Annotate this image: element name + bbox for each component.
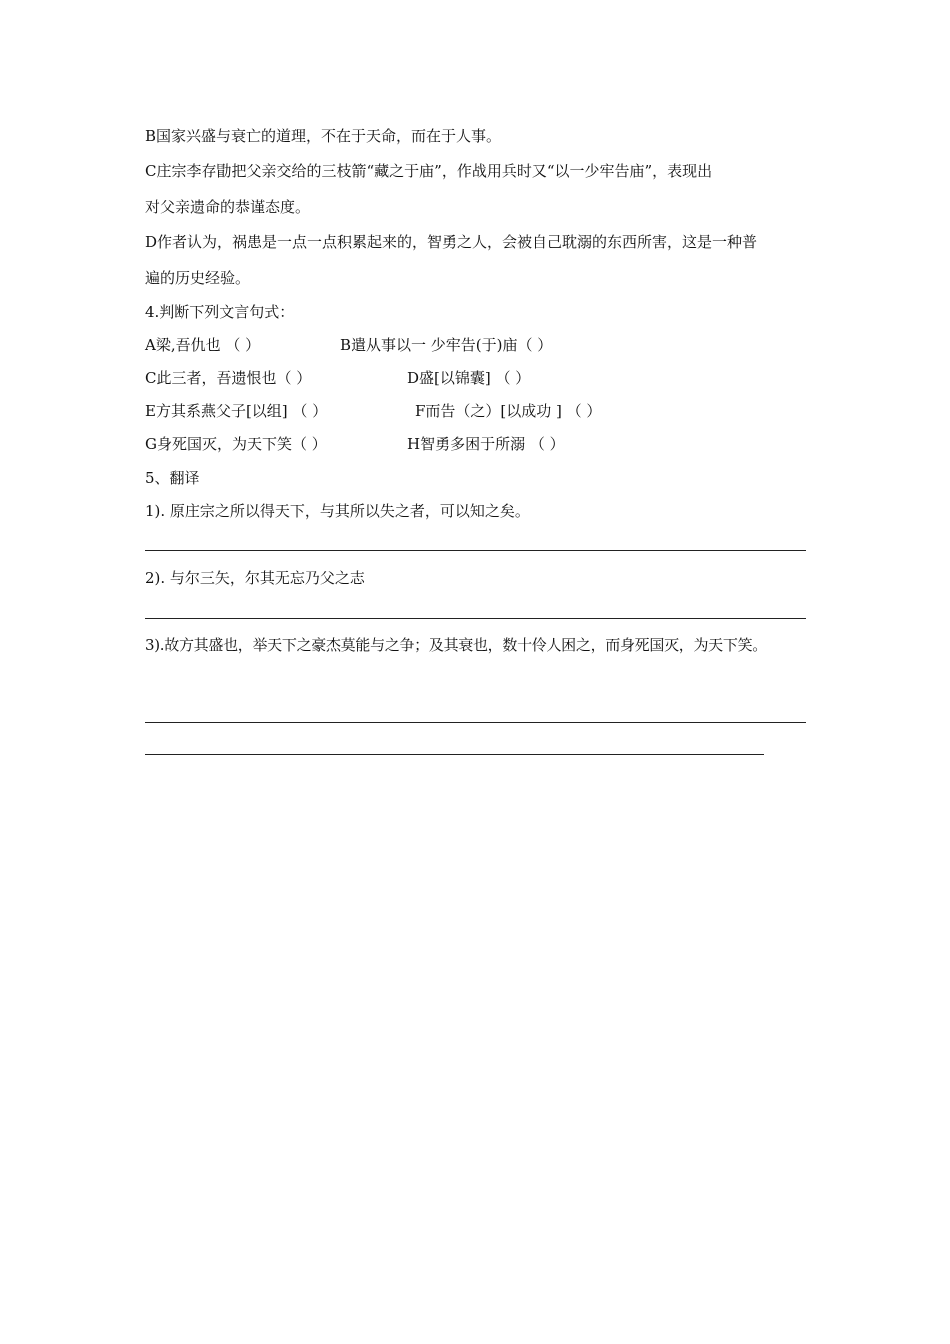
q3-option-b: B国家兴盛与衰亡的道理，不在于天命，而在于人事。: [145, 127, 502, 145]
q5-item-1: 1). 原庄宗之所以得天下，与其所以失之者，可以知之矣。: [145, 502, 530, 520]
q3-option-c-line1: C庄宗李存勖把父亲交给的三枝箭“藏之于庙”，作战用兵时又“以一少牢告庙”，表现出: [145, 162, 713, 180]
q4-item-g: G身死国灭，为天下笑（ ）: [145, 435, 327, 453]
q4-item-a: A梁,吾仇也 （ ）: [145, 336, 261, 354]
q4-item-c: C此三者，吾遗恨也（ ）: [145, 369, 312, 387]
q5-item-2: 2). 与尔三矢，尔其无忘乃父之志: [145, 569, 365, 587]
q4-item-b: B遣从事以一 少牢告(于)庙（ ）: [340, 336, 553, 354]
q3-option-c-line2: 对父亲遗命的恭谨态度。: [145, 198, 311, 216]
q5-title: 5、翻译: [145, 469, 200, 487]
q4-item-h: H智勇多困于所溺 （ ）: [407, 435, 565, 453]
answer-line-2: [145, 618, 806, 619]
answer-line-4: [145, 754, 764, 755]
answer-line-1: [145, 550, 806, 551]
q3-option-d-line1: D作者认为，祸患是一点一点积累起来的，智勇之人，会被自己耽溺的东西所害，这是一种普: [145, 233, 758, 251]
q4-title: 4.判断下列文言句式：: [145, 303, 295, 321]
q4-item-e: E方其系燕父子[以组] （ ）: [145, 402, 328, 420]
q3-option-d-line2: 遍的历史经验。: [145, 269, 251, 287]
answer-line-3: [145, 722, 806, 723]
q5-item-3: 3).故方其盛也，举天下之豪杰莫能与之争；及其衰也，数十伶人困之，而身死国灭，为天下笑。: [145, 636, 767, 654]
q4-item-f: F而告（之）[以成功 ] （ ）: [415, 402, 602, 420]
q4-item-d: D盛[以锦囊] （ ）: [407, 369, 531, 387]
